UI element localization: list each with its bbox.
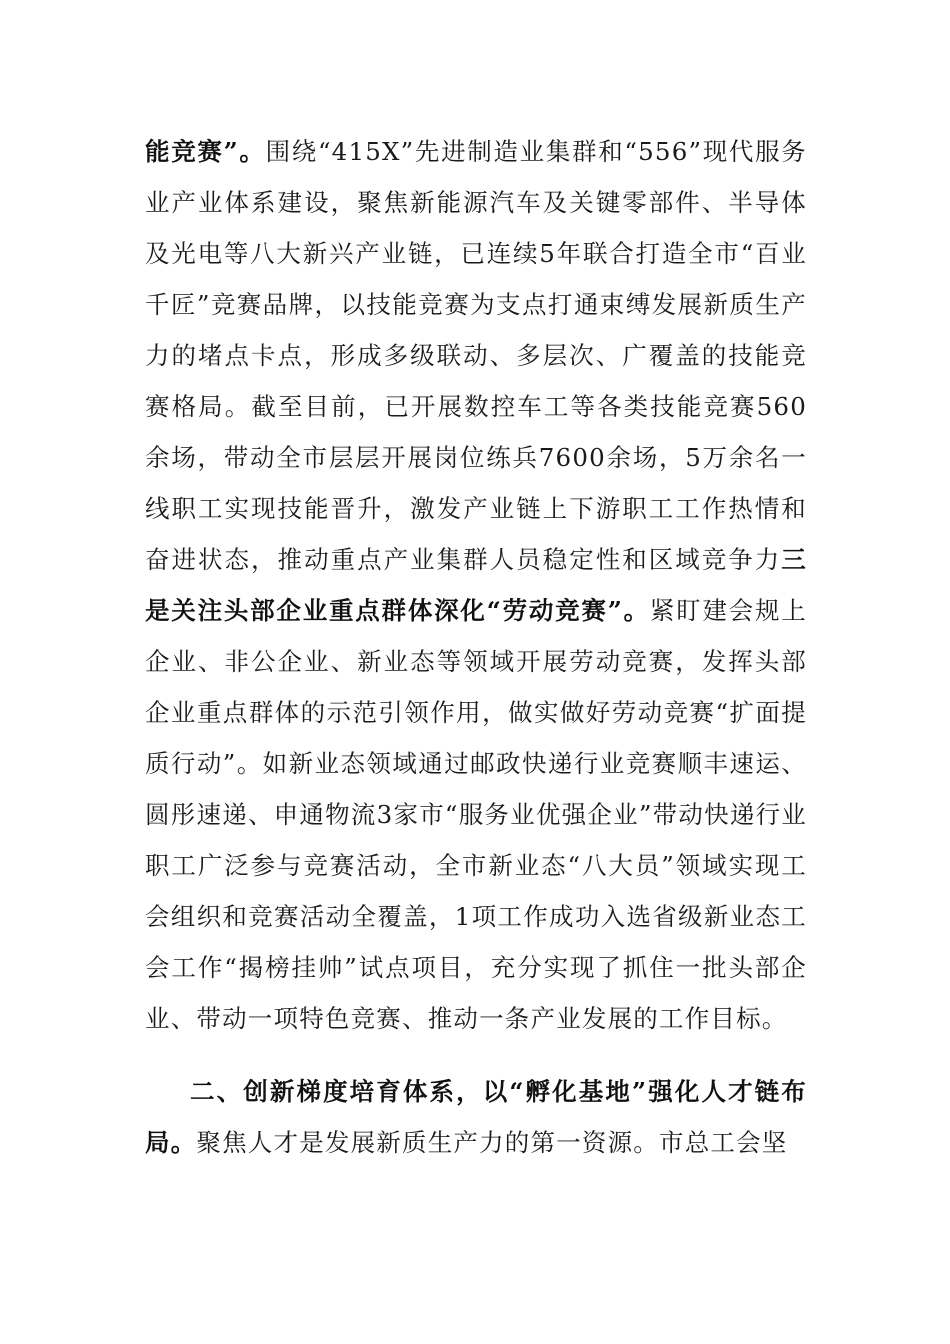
paragraph bbox=[145, 1066, 807, 1168]
paragraph bbox=[145, 126, 807, 1044]
body-text: 围绕“415X”先进制造业集群和“556”现代服务业产业体系建设，聚焦新能源汽车及关键零部件、半导体及光电等八大新兴产业链，已连续5年联合打造全市“百业千匠”竞赛品牌，以技能竞赛为支点打通束缚发展新质生产力的堵点卡点，形成多级联动、多层次、广覆盖的技能竞赛格局。截至目前，已开展数控车工等各类技能竞赛560余场，带动全市层层开展岗位练兵7600余场，5万余名一线职工实现技能晋升，激发产业链上下游职工工作热情和奋进状态，推动重点产业集群人员稳定性和区域竞争力 bbox=[145, 137, 808, 574]
bold-heading: 三是关注头部企业重点群体深化“劳动竞赛”。 bbox=[145, 545, 807, 625]
bold-heading: 能竞赛”。 bbox=[145, 137, 266, 166]
body-text: 紧盯建会规上企业、非公企业、新业态等领域开展劳动竞赛，发挥头部企业重点群体的示范引领作用，做实做好劳动竞赛“扩面提质行动”。如新业态领域通过邮政快递行业竞赛顺丰速运、圆彤速递、申通物流3家市“服务业优强企业”带动快递行业职工广泛参与竞赛活动，全市新业态“八大员”领域实现工会组织和竞赛活动全覆盖，1项工作成功入选省级新业态工会工作“揭榜挂帅”试点项目，充分实现了抓住一批头部企业、带动一项特色竞赛、推动一条产业发展的工作目标。 bbox=[145, 596, 807, 1033]
section-heading: 二、创新梯度培育体系，以“孵化基地”强化人才链布局。 bbox=[145, 1077, 807, 1157]
document-body bbox=[145, 126, 807, 1168]
body-text: 聚焦人才是发展新质生产力的第一资源。市总工会坚 bbox=[196, 1128, 788, 1157]
